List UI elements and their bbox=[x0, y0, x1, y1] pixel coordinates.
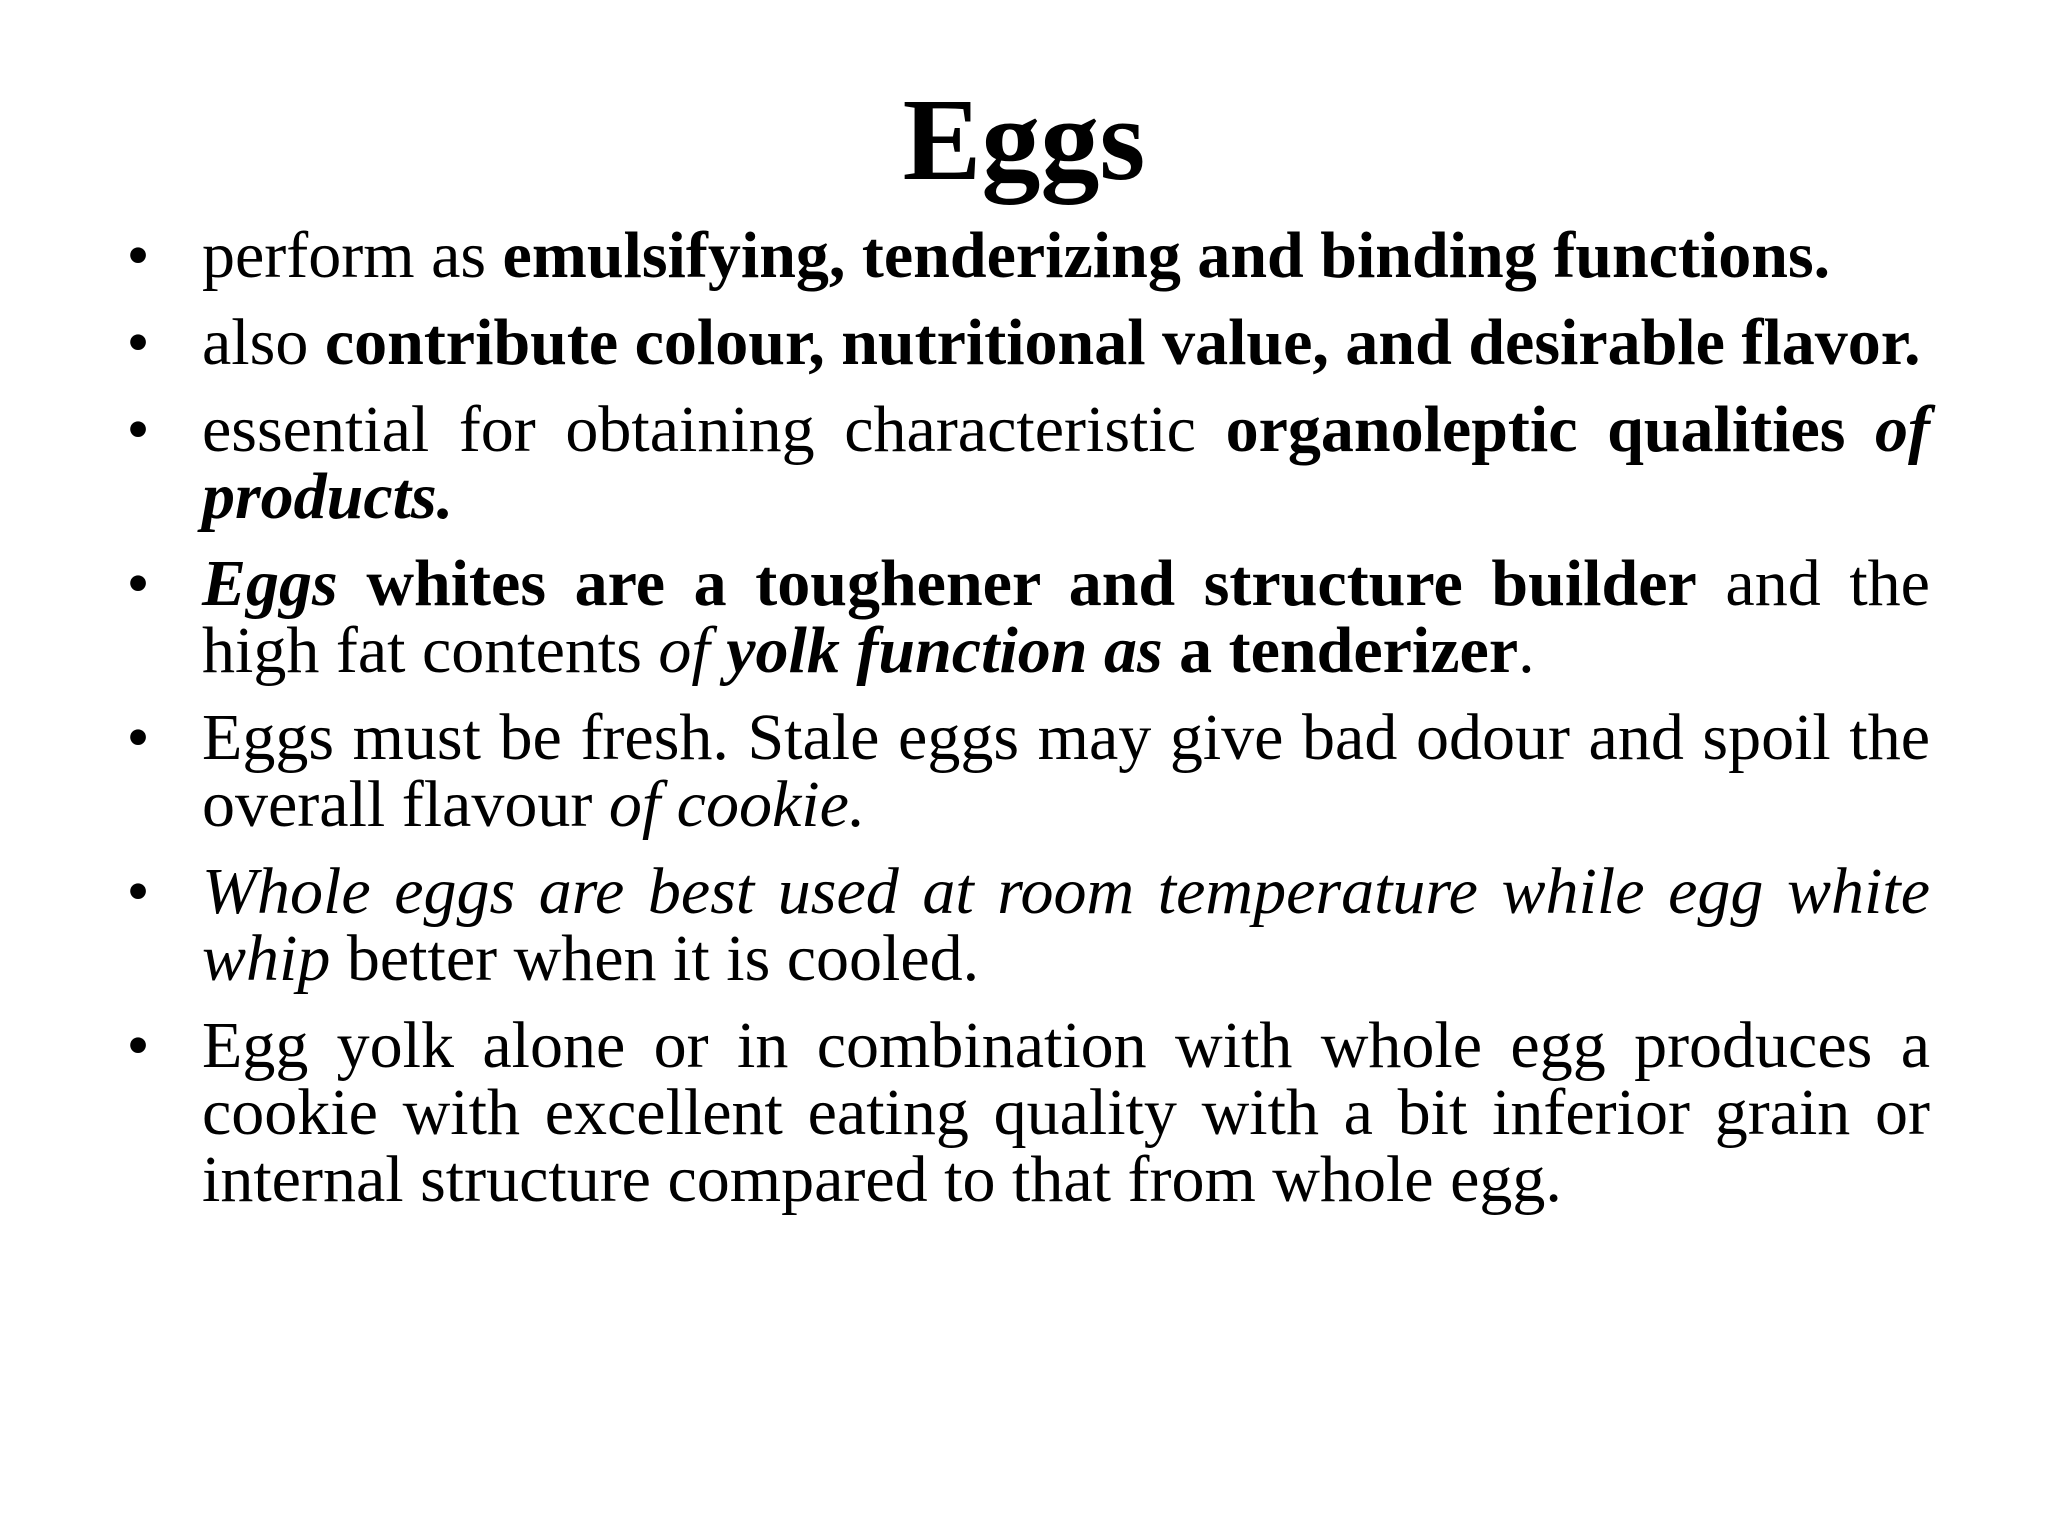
bullet-text-segment: Egg yolk alone or in combination with whole egg produces a cookie with excellent eating quality with a bit inferior grain or internal structure compared to that from whole egg. bbox=[202, 1009, 1930, 1216]
bullet-text-segment: . bbox=[1518, 614, 1535, 687]
bullet-marker: • bbox=[126, 219, 150, 292]
bullet-text-segment: Whole eggs are best used at room temperature while egg white whip bbox=[202, 855, 1930, 995]
bullet-marker: • bbox=[126, 393, 150, 466]
bullet-text-segment: essential for obtaining characteristic bbox=[202, 393, 1226, 466]
bullet-text-segment: Eggs must be fresh. Stale eggs may give bad odour and spoil the overall flavour bbox=[202, 701, 1930, 841]
bullet-marker: • bbox=[126, 547, 150, 620]
bullet-text-segment: of bbox=[658, 614, 727, 687]
bullet-text-segment: emulsifying, tenderizing and binding functions. bbox=[502, 219, 1831, 292]
bullet-text-segment: a tenderizer bbox=[1162, 614, 1519, 687]
bullet-item bbox=[118, 547, 1930, 687]
bullet-text-segment: organoleptic qualities bbox=[1225, 393, 1876, 466]
bullet-item bbox=[118, 393, 1931, 533]
bullet-item bbox=[118, 701, 1930, 841]
bullet-marker: • bbox=[126, 306, 150, 379]
bullet-marker: • bbox=[126, 701, 150, 774]
bullet-text-segment: of products. bbox=[202, 393, 1931, 533]
bullet-list bbox=[118, 219, 1931, 1233]
bullet-text-segment: contribute colour, nutritional value, and desirable flavor. bbox=[324, 306, 1921, 379]
bullet-marker: • bbox=[126, 1009, 150, 1082]
bullet-text-segment: better when it is cooled. bbox=[330, 922, 980, 995]
bullet-text-segment: Eggs bbox=[202, 547, 338, 620]
slide-title: Eggs bbox=[902, 74, 1146, 205]
bullet-text-segment: also bbox=[202, 306, 325, 379]
bullet-text-segment: and the high fat contents bbox=[202, 547, 1930, 687]
bullet-item bbox=[118, 306, 1930, 379]
bullet-text-segment: whites are a toughener and structure builder bbox=[337, 547, 1697, 620]
bullet-item bbox=[118, 855, 1930, 995]
bullet-marker: • bbox=[126, 855, 150, 928]
bullet-text-segment: perform as bbox=[202, 219, 503, 292]
bullet-item bbox=[118, 1009, 1930, 1216]
bullet-item bbox=[118, 219, 1930, 292]
bullet-text-segment: of cookie. bbox=[608, 768, 866, 841]
bullet-text-segment: yolk function as bbox=[726, 614, 1163, 687]
